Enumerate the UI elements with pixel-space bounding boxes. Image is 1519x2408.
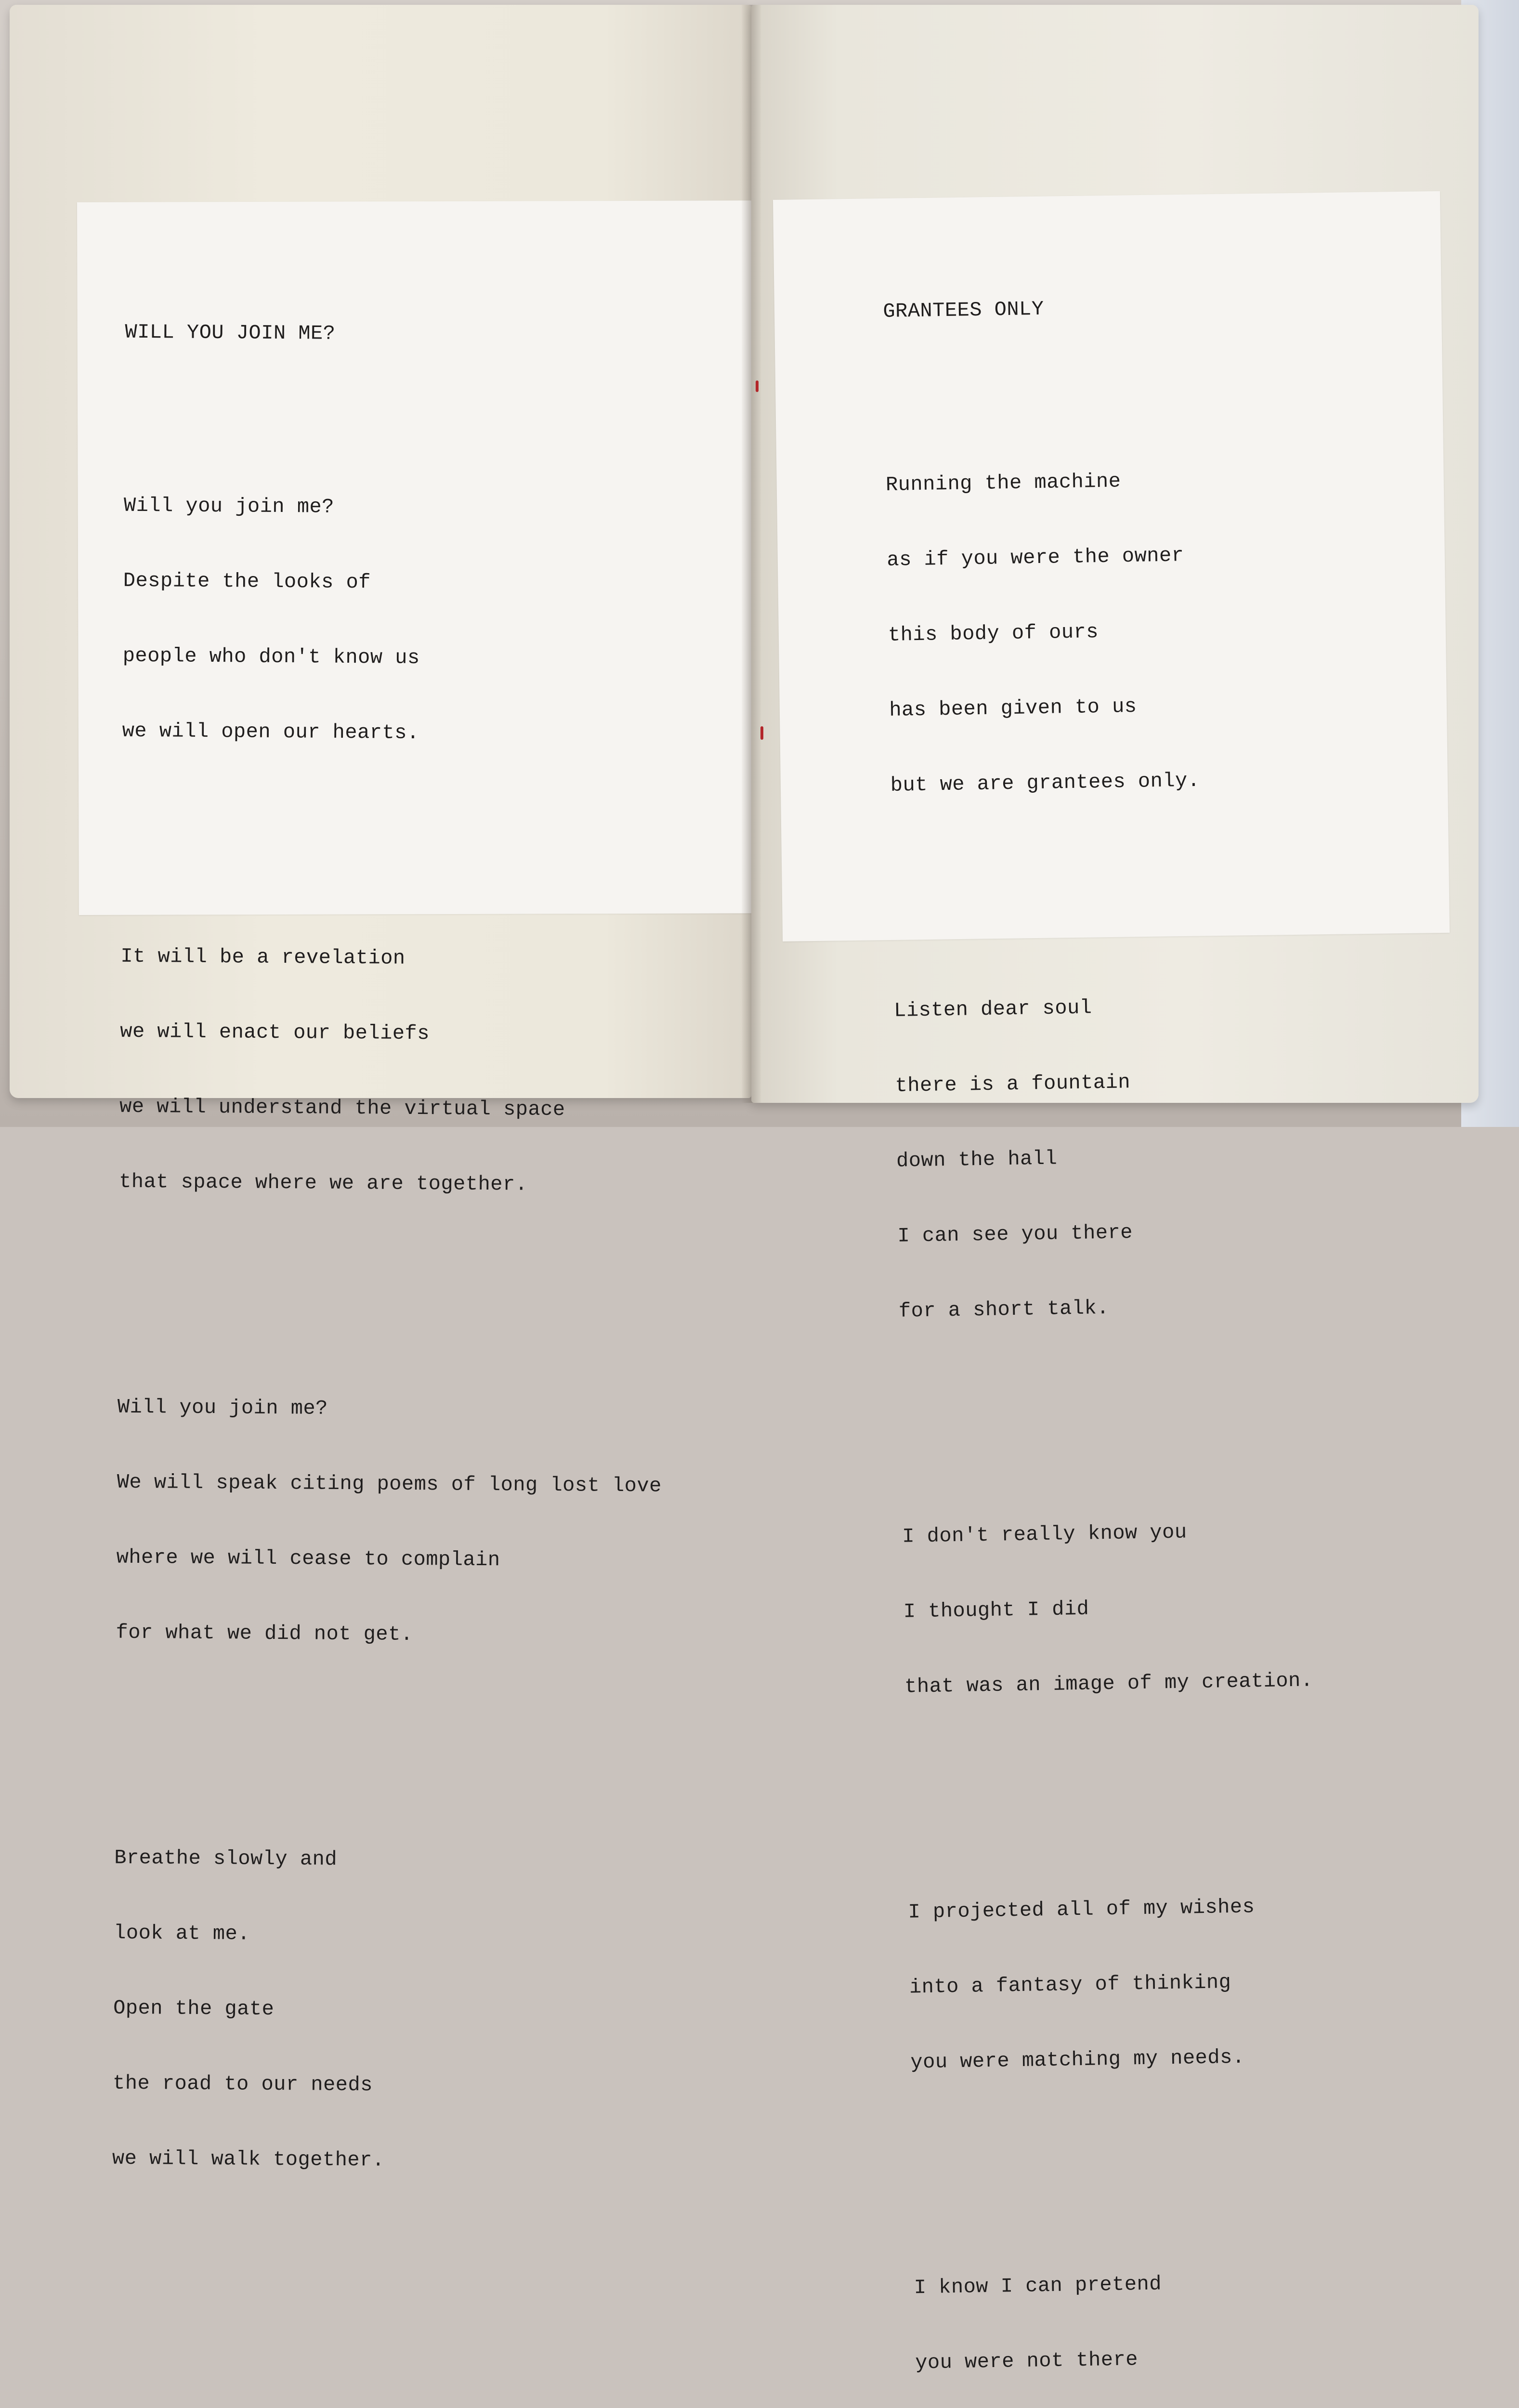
book-spine-gutter (742, 5, 761, 1103)
poem-line: for what we did not get. (116, 1621, 413, 1646)
poem-line: I thought I did (903, 1597, 1089, 1623)
left-stanza-4 (112, 1795, 659, 2225)
poem-line: Will you join me? (123, 494, 335, 519)
left-stanza-1 (122, 443, 669, 798)
left-poem (111, 270, 670, 2300)
poem-line: you were matching my needs. (910, 2045, 1245, 2074)
right-stanza-4 (907, 1843, 1320, 2125)
poem-line: I don't really know you (902, 1520, 1187, 1548)
poem-line: Open the gate (113, 1996, 275, 2021)
poem-line: that was an image of my creation. (904, 1669, 1313, 1699)
poem-line: into a fantasy of thinking (909, 1971, 1231, 1999)
binding-thread (760, 726, 763, 740)
poem-line: We will speak citing poems of long lost love (117, 1470, 662, 1498)
poem-line: we will understand the virtual space (119, 1095, 565, 1122)
poem-line: has been given to us (889, 694, 1137, 722)
poem-line: this body of ours (888, 620, 1099, 647)
right-pasted-sheet (773, 191, 1450, 2375)
poem-line: you were not there (915, 2348, 1139, 2375)
poem-line: down the hall (896, 1147, 1058, 1173)
poem-line: that space where we are together. (118, 1170, 528, 1196)
right-book-page (751, 5, 1479, 2375)
right-poem-title: GRANTEES ONLY (883, 297, 1044, 324)
poem-line: for a short talk. (898, 1296, 1110, 1323)
left-stanza-2 (118, 894, 666, 1248)
left-pasted-sheet (77, 200, 758, 2172)
poem-line: we will walk together. (112, 2146, 385, 2172)
poem-line: It will be a revelation (120, 944, 406, 970)
poem-line: the road to our needs (112, 2071, 373, 2097)
left-stanza-3 (116, 1345, 663, 1699)
left-poem-title: WILL YOU JOIN ME? (125, 320, 336, 345)
poem-line: look at me. (114, 1921, 250, 1946)
poem-line: where we will cease to complain (116, 1545, 500, 1572)
poem-line: I can see you there (897, 1221, 1133, 1248)
right-stanza-3 (901, 1467, 1314, 1749)
poem-line: but we are grantees only. (890, 769, 1200, 797)
poem-line: people who don't know us (122, 644, 420, 670)
right-stanza-1 (885, 416, 1300, 848)
right-poem (882, 243, 1328, 2408)
poem-line: Will you join me? (117, 1395, 328, 1420)
left-book-page (10, 5, 751, 2172)
poem-line: Breathe slowly and (114, 1846, 338, 1871)
poem-line: Despite the looks of (123, 569, 371, 594)
poem-line: I know I can pretend (914, 2272, 1162, 2300)
poem-line: there is a fountain (895, 1071, 1131, 1098)
poem-line: we will enact our beliefs (120, 1020, 430, 1046)
poem-line: I projected all of my wishes (908, 1895, 1255, 1924)
poem-line: Running the machine (885, 470, 1121, 497)
poem-line: Listen dear soul (893, 996, 1092, 1022)
right-stanza-2 (893, 942, 1308, 1374)
right-stanza-5 (913, 2219, 1327, 2408)
binding-thread (756, 380, 759, 392)
poem-line: as if you were the owner (887, 544, 1184, 572)
poem-line: we will open our hearts. (122, 719, 419, 745)
